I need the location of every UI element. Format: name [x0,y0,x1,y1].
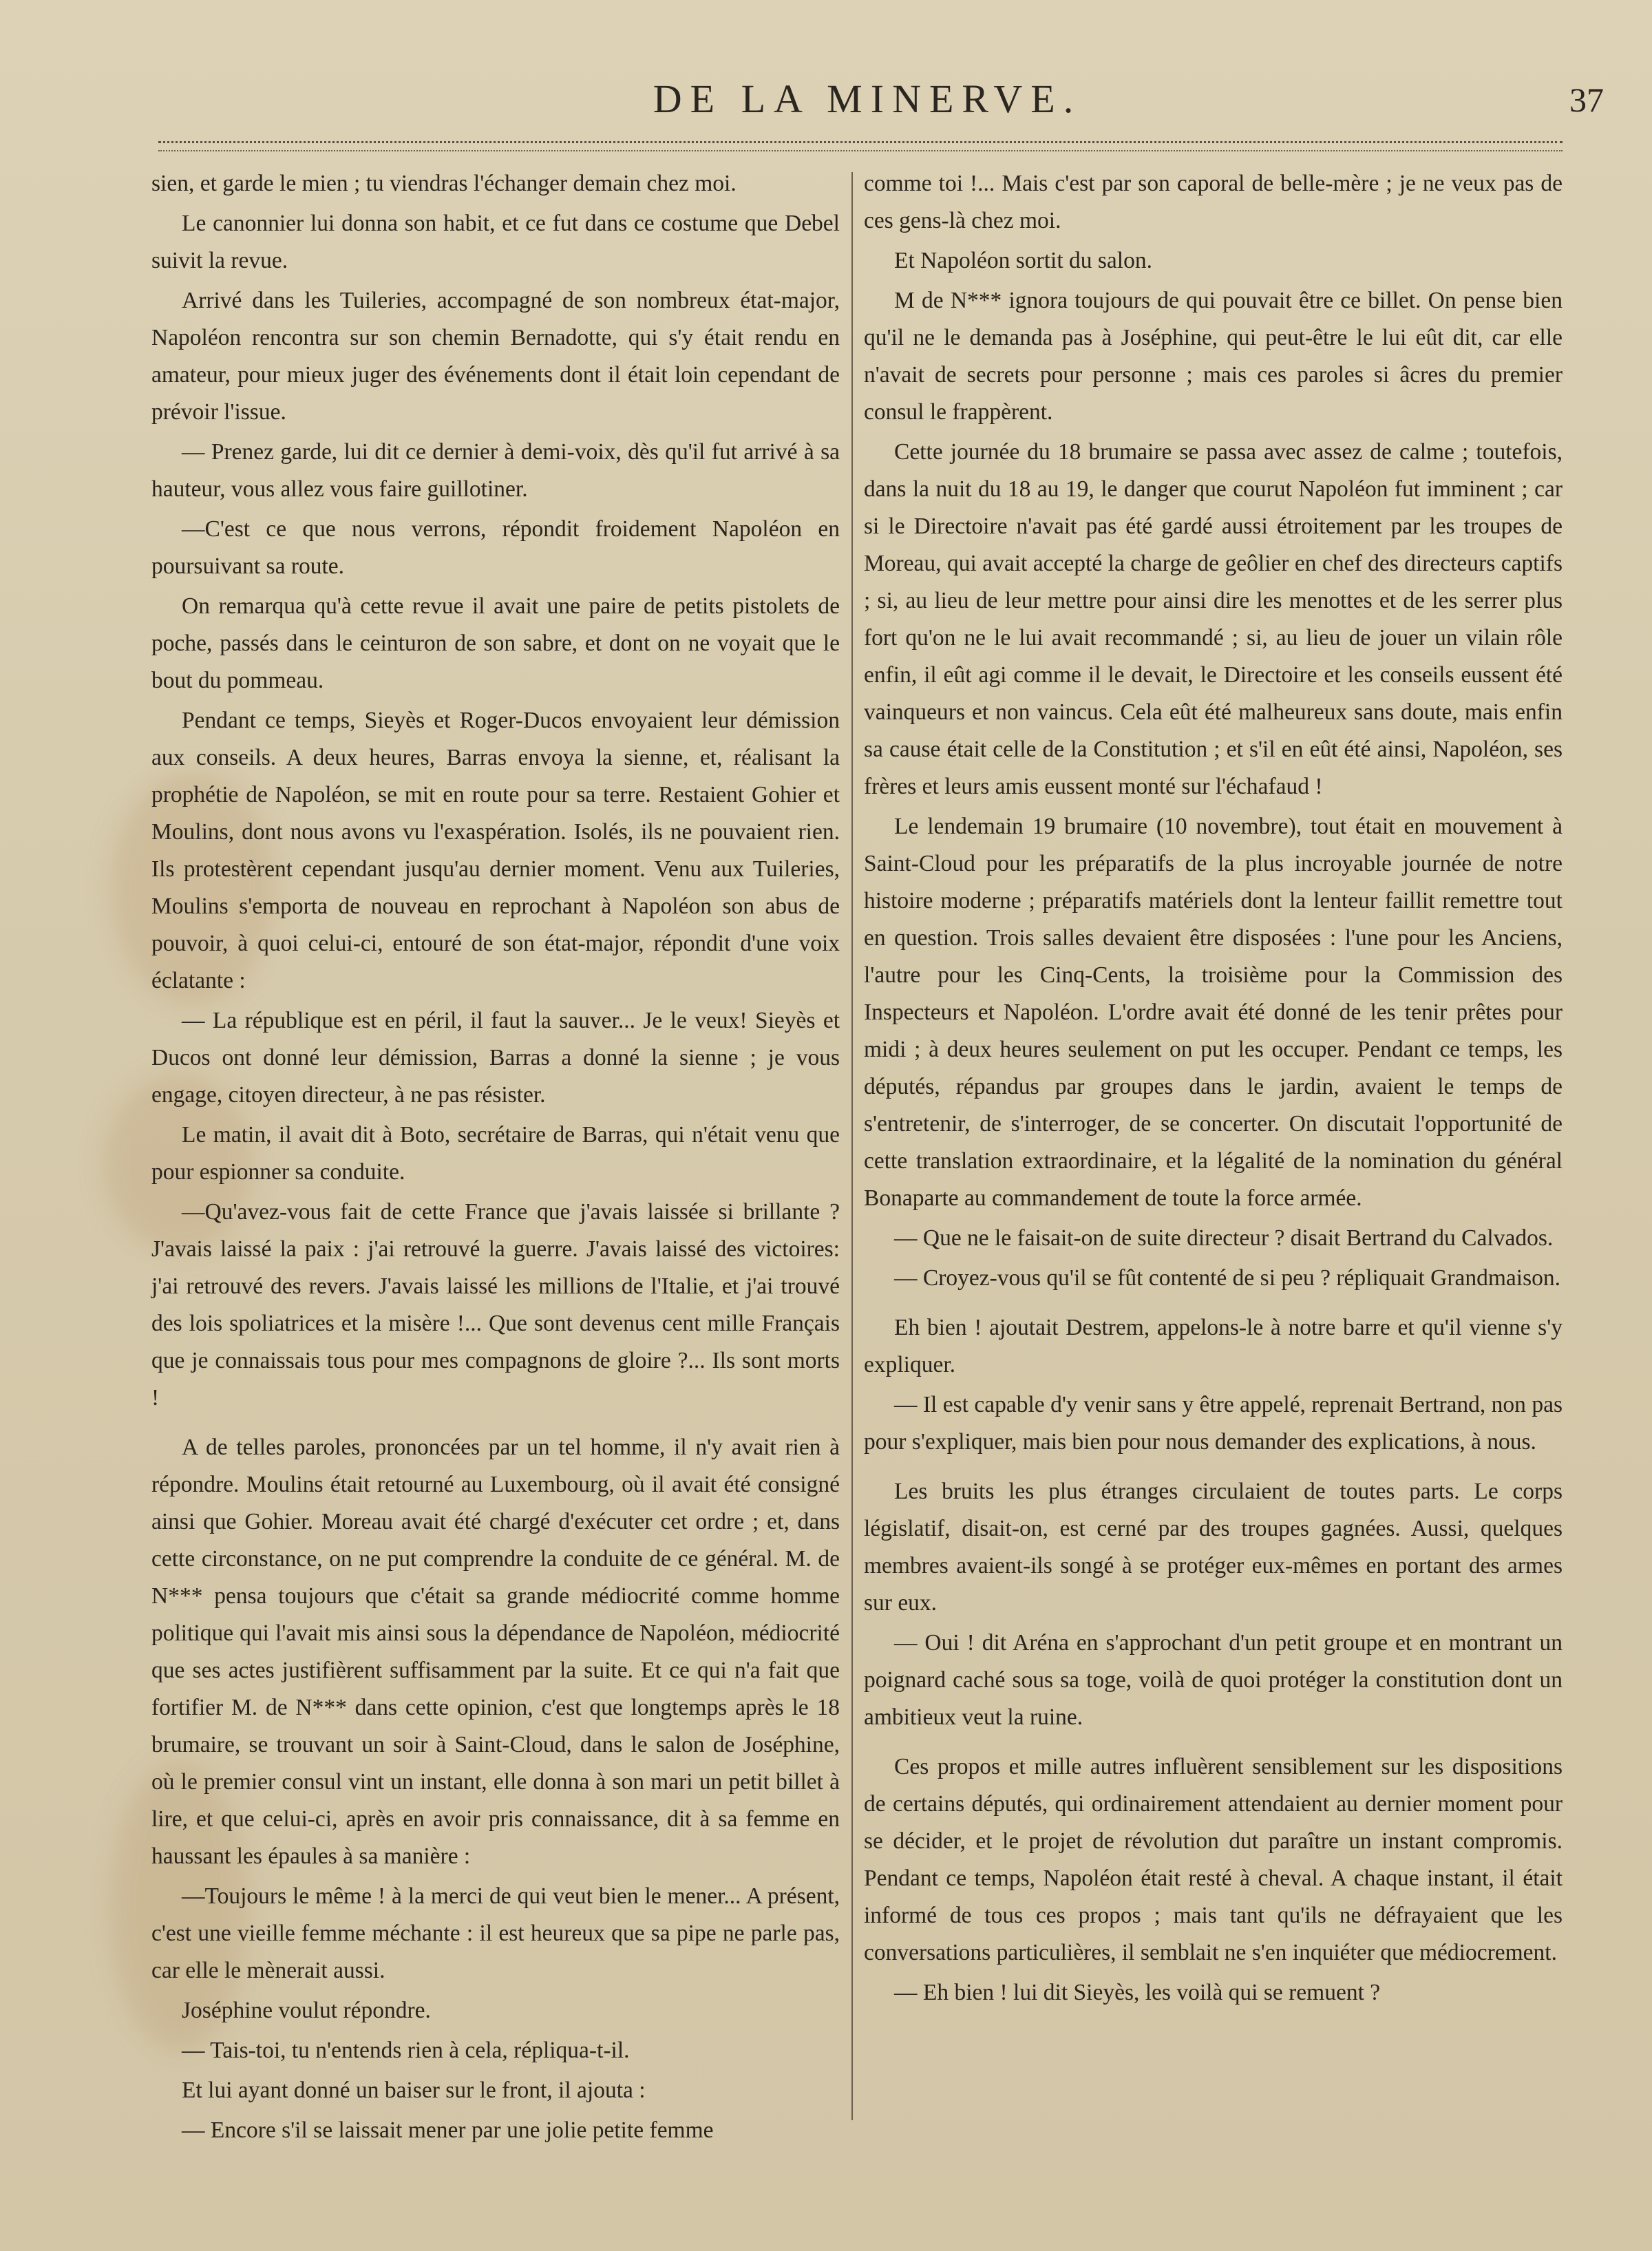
paragraph: Le canonnier lui donna son habit, et ce fut dans ce costume que Debel suivit la revue. [151,211,840,273]
paragraph: Et Napoléon sortit du salon. [894,248,1152,273]
paragraph: — Que ne le faisait-on de suite directeur ? disait Bertrand du Calvados. [894,1225,1554,1251]
paragraph: Joséphine voulut répondre. [182,1998,431,2023]
paragraph: — Il est capable d'y venir sans y être appelé, reprenait Bertrand, non pas pour s'expliquer, mais bien pour nous demander des explications, à nous. [864,1392,1563,1455]
paragraph: Le lendemain 19 brumaire (10 novembre), tout était en mouvement à Saint-Cloud pour les préparatifs de la plus incroyable journée de notre histoire moderne ; préparatifs matériels dont la lenteur faillit remettre tout en question. Trois salles devaient être disposées : l'une pour les Anciens, l'autre pour les Cinq-Cents, la troisième pour la Commission des Inspecteurs et Napoléon. L'ordre avait été donné de les tenir prêtes pour midi ; à deux heures seulement on put les occuper. Pendant ce temps, les députés, répandus par groupes dans le jardin, avaient le temps de s'entretenir, de s'interroger, de se concerter. On discutait l'opportunité de cette translation extraordinaire, et la légalité de la nomination du général Bonaparte au commandement de toute la force armée. [864,814,1563,1211]
paragraph: Les bruits les plus étranges circulaient de toutes parts. Le corps législatif, disait-on, est cerné par des troupes gagnées. Aussi, quelques membres avaient-ils songé à se protéger eux-mêmes en portant des armes sur eux. [864,1479,1563,1616]
right-column [864,165,1563,2014]
paragraph: — La république est en péril, il faut la sauver... Je le veux! Sieyès et Ducos ont donné leur démission, Barras a donné la sienne ; je vous engage, citoyen directeur, à ne pas résister. [151,1008,840,1108]
paragraph: — Prenez garde, lui dit ce dernier à demi-voix, dès qu'il fut arrivé à sa hauteur, vous allez vous faire guillotiner. [151,439,840,502]
paragraph: — Tais-toi, tu n'entends rien à cela, répliqua-t-il. [182,2038,630,2063]
paragraph: sien, et garde le mien ; tu viendras l'échanger demain chez moi. [151,171,737,196]
page-header [0,76,1652,138]
paragraph: Ces propos et mille autres influèrent sensiblement sur les dispositions de certains députés, qui ordinairement attendaient au dernier moment pour se décider, et le projet de révolution dut paraître un instant compromis. Pendant ce temps, Napoléon était resté à cheval. A chaque instant, il était informé de tous ces propos ; mais tant qu'ils ne défrayaient que les conversations particulières, il semblait ne s'en inquiéter que médiocrement. [864,1754,1563,1965]
paragraph: Eh bien ! ajoutait Destrem, appelons-le à notre barre et qu'il vienne s'y expliquer. [864,1315,1563,1377]
paragraph: —Toujours le même ! à la merci de qui veut bien le mener... A présent, c'est une vieille femme méchante : il est heureux que sa pipe ne parle pas, car elle le mènerait aussi. [151,1883,840,1983]
running-title: DE LA MINERVE. [653,76,1082,121]
paragraph: —Qu'avez-vous fait de cette France que j'avais laissée si brillante ? J'avais laissé la paix : j'ai retrouvé la guerre. J'avais laissé des victoires: j'ai retrouvé des revers. J'avais laissé les millions de l'Italie, et j'ai trouvé des lois spoliatrices et la misère !... Que sont devenus cent mille Français que je connaissais tous pour mes compagnons de gloire ?... Ils sont morts ! [151,1199,840,1410]
paragraph: On remarqua qu'à cette revue il avait une paire de petits pistolets de poche, passés dans le ceinturon de son sabre, et dont on ne voyait que le bout du pommeau. [151,593,840,693]
paragraph: comme toi !... Mais c'est par son caporal de belle-mère ; je ne veux pas de ces gens-là chez moi. [864,171,1563,233]
paragraph: Arrivé dans les Tuileries, accompagné de son nombreux état-major, Napoléon rencontra sur son chemin Bernadotte, qui s'y était rendu en amateur, pour mieux juger des événements dont il était loin cependant de prévoir l'issue. [151,288,840,425]
paragraph: — Eh bien ! lui dit Sieyès, les voilà qui se remuent ? [894,1980,1381,2005]
paragraph: — Oui ! dit Aréna en s'approchant d'un petit groupe et en montrant un poignard caché sous sa toge, voilà de quoi protéger la constitution dont un ambitieux veut la ruine. [864,1630,1563,1730]
paragraph: Cette journée du 18 brumaire se passa avec assez de calme ; toutefois, dans la nuit du 18 au 19, le danger que courut Napoléon fut imminent ; car si le Directoire n'avait pas été gardé aussi étroitement par les troupes de Moreau, qui avait accepté la charge de geôlier en chef des directeurs captifs ; si, au lieu de leur mettre pour ainsi dire les menottes et de les serrer plus fort qu'on ne le lui avait recommandé ; si, au lieu de jouer un vilain rôle enfin, il eût agi comme il le devait, le Directoire et les conseils eussent été vainqueurs et non vaincus. Cela eût été malheureux sans doute, mais enfin sa cause était celle de la Constitution ; et s'il en eût été ainsi, Napoléon, ses frères et leurs amis eussent monté sur l'échafaud ! [864,439,1563,799]
page-number: 37 [1569,81,1604,119]
paragraph: Le matin, il avait dit à Boto, secrétaire de Barras, qui n'était venu que pour espionner sa conduite. [151,1122,840,1185]
paragraph: M de N*** ignora toujours de qui pouvait être ce billet. On pense bien qu'il ne le demanda pas à Joséphine, qui peut-être le lui eût dit, car elle n'avait de secrets pour personne ; mais ces paroles si âcres du premier consul le frappèrent. [864,288,1563,425]
paragraph: Et lui ayant donné un baiser sur le front, il ajouta : [182,2078,646,2103]
left-column [151,165,840,2152]
paragraph: A de telles paroles, prononcées par un tel homme, il n'y avait rien à répondre. Moulins était retourné au Luxembourg, où il avait été consigné ainsi que Gohier. Moreau avait été chargé d'exécuter cet ordre ; et, dans cette circonstance, on ne put comprendre la conduite de ce général. M. de N*** pensa toujours que c'était sa grande médiocrité comme homme politique qui l'avait mis ainsi sous la dépendance de Napoléon, médiocrité que ses actes justifièrent suffisamment par la suite. Et ce qui n'a fait que fortifier M. de N*** dans cette opinion, c'est que longtemps après le 18 brumaire, se trouvant un soir à Saint-Cloud, dans le salon de Joséphine, où le premier consul vint un instant, elle donna à son mari un petit billet à lire, et que celui-ci, après en avoir pris connaissance, dit à sa femme en haussant les épaules à sa manière : [151,1435,840,1869]
paragraph: — Encore s'il se laissait mener par une jolie petite femme [182,2117,714,2143]
column-divider [851,172,853,2120]
header-rule [158,141,1563,151]
paragraph: Pendant ce temps, Sieyès et Roger-Ducos envoyaient leur démission aux conseils. A deux heures, Barras envoya la sienne, et, réalisant la prophétie de Napoléon, se mit en route pour sa terre. Restaient Gohier et Moulins, dont nous avons vu l'exaspération. Isolés, ils ne pouvaient rien. Ils protestèrent cependant jusqu'au dernier moment. Venu aux Tuileries, Moulins s'emporta de nouveau en reprochant à Napoléon son abus de pouvoir, à quoi celui-ci, entouré de son état-major, répondit d'une voix éclatante : [151,708,840,993]
paragraph: — Croyez-vous qu'il se fût contenté de si peu ? répliquait Grandmaison. [894,1265,1560,1291]
paragraph: —C'est ce que nous verrons, répondit froidement Napoléon en poursuivant sa route. [151,516,840,579]
